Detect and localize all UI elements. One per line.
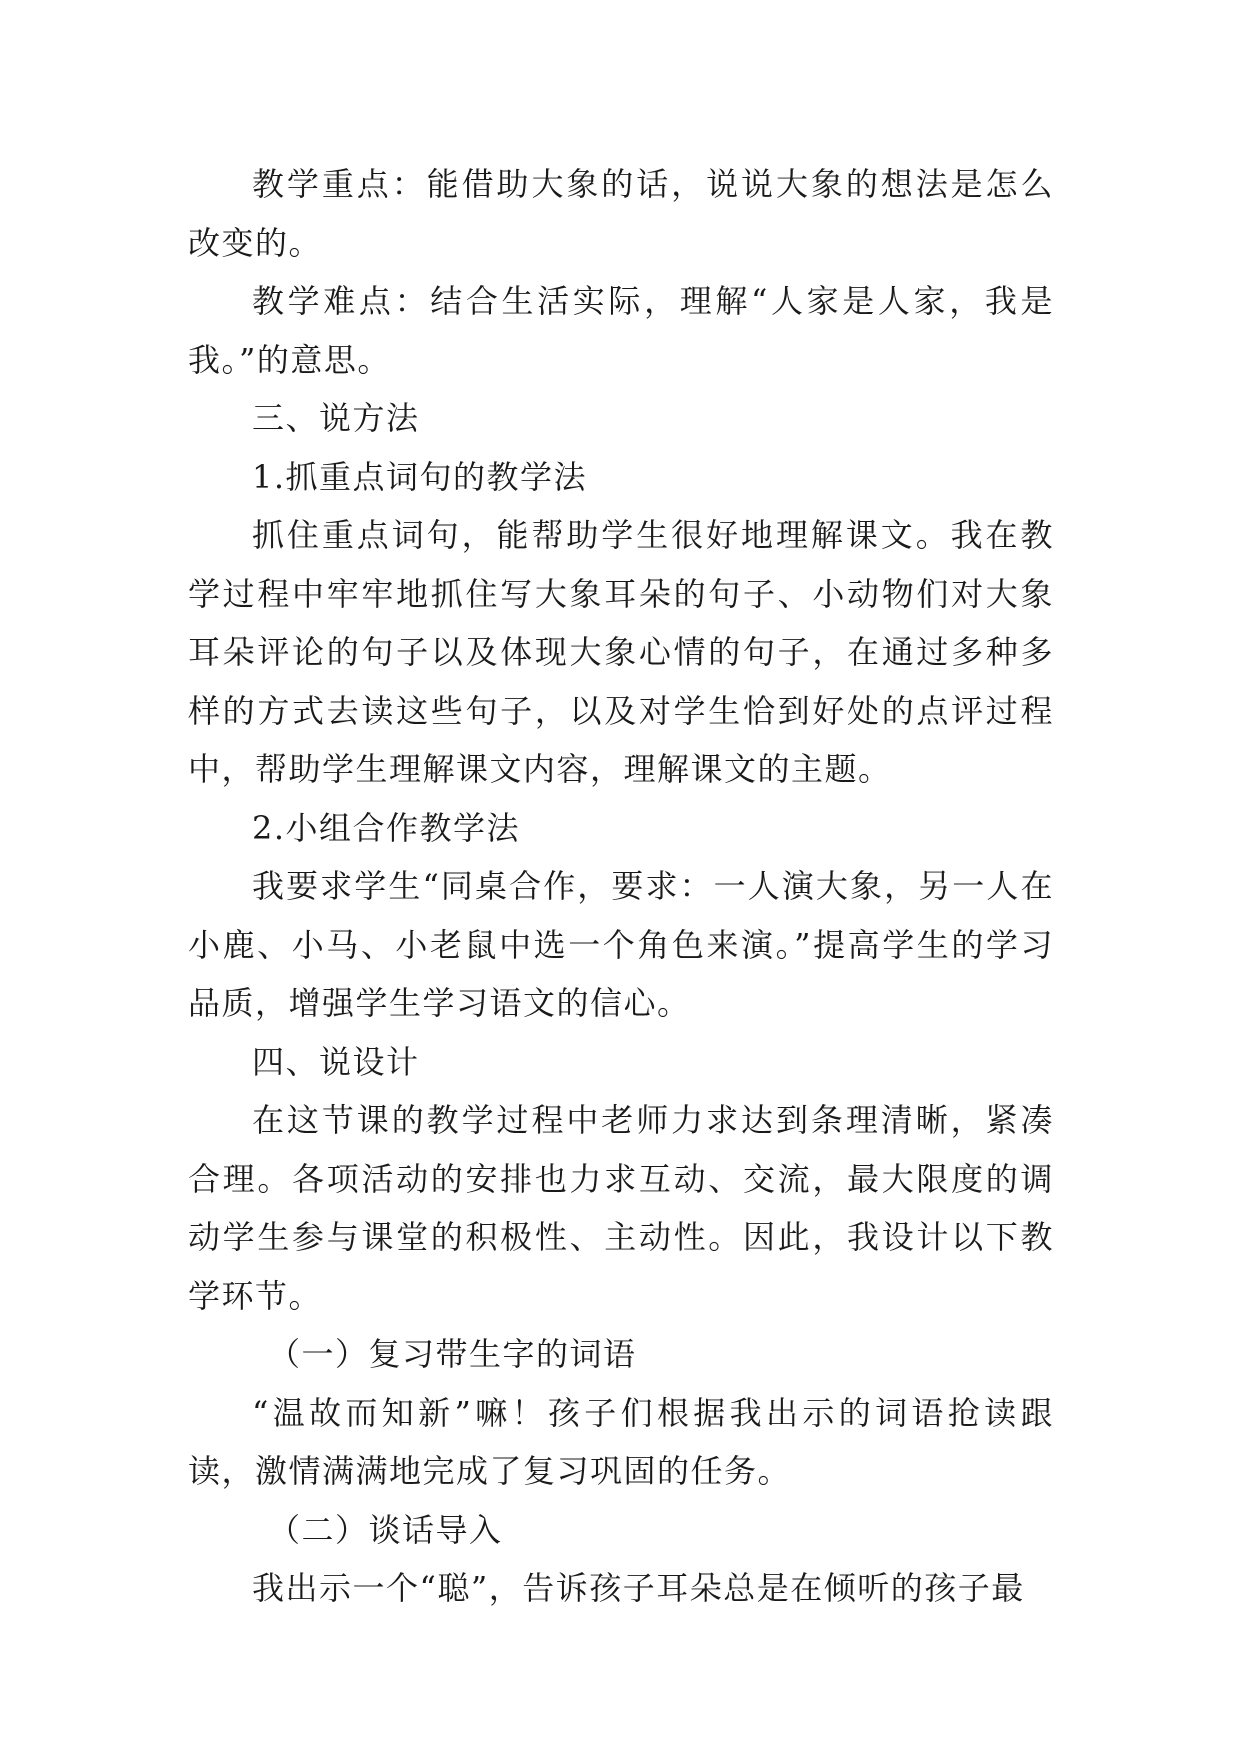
paragraph-design: 在这节课的教学过程中老师力求达到条理清晰，紧凑合理。各项活动的安排也力求互动、交流，最大限度的调动学生参与课堂的积极性、主动性。因此，我设计以下教学环节。	[188, 1101, 1054, 1315]
paragraph-teaching-difficulty: 教学难点：结合生活实际，理解“人家是人家，我是我。”的意思。	[188, 282, 1054, 379]
subheading-method-2: 2.小组合作教学法	[252, 808, 521, 847]
paragraph-method-1: 抓住重点词句，能帮助学生很好地理解课文。我在教学过程中牢牢地抓住写大象耳朵的句子、小动物们对大象耳朵评论的句子以及体现大象心情的句子，在通过多种多样的方式去读这些句子，以及对学生恰到好处的点评过程中，帮助学生理解课文内容，理解课文的主题。	[188, 516, 1054, 788]
paragraph-teaching-focus: 教学重点：能借助大象的话，说说大象的想法是怎么改变的。	[188, 165, 1054, 262]
heading-design: 四、说设计	[252, 1042, 420, 1081]
paragraph-step-2: 我出示一个“聪”，告诉孩子耳朵总是在倾听的孩子最	[252, 1569, 1025, 1607]
subheading-method-1: 1.抓重点词句的教学法	[252, 457, 588, 496]
document-page	[188, 155, 1054, 1618]
paragraph-step-1: “温故而知新”嘛！孩子们根据我出示的词语抢读跟读，激情满满地完成了复习巩固的任务。	[188, 1393, 1054, 1490]
heading-methods: 三、说方法	[252, 399, 420, 437]
subheading-step-2: （二）谈话导入	[268, 1510, 503, 1549]
paragraph-method-2: 我要求学生“同桌合作，要求：一人演大象，另一人在小鹿、小马、小老鼠中选一个角色来演。”提高学生的学习品质，增强学生学习语文的信心。	[188, 867, 1054, 1022]
subheading-step-1: （一）复习带生字的词语	[268, 1335, 637, 1373]
